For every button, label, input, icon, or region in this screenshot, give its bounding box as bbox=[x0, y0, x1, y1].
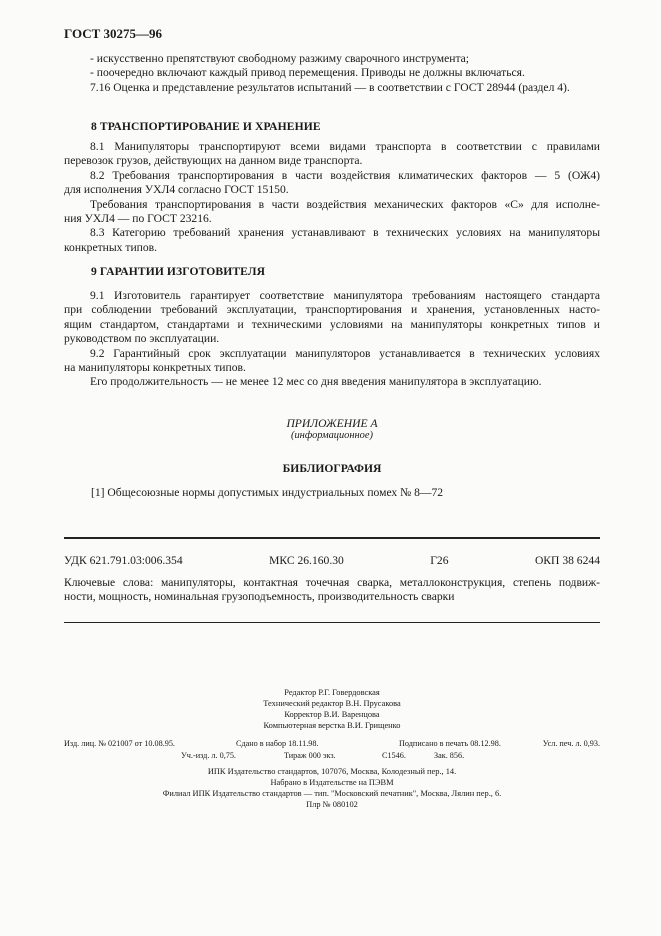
order-number: Зак. 856. bbox=[434, 751, 465, 760]
mks-code: МКС 26.160.30 bbox=[269, 554, 344, 567]
bullet-line: - поочередно включают каждый привод перемещения. Приводы не должны включаться. bbox=[90, 66, 525, 80]
publisher-line: Плр № 080102 bbox=[306, 800, 358, 809]
classification-row bbox=[64, 554, 600, 567]
editor-credit: Редактор Р.Г. Говердовская bbox=[284, 688, 380, 697]
section-9-heading: 9 ГАРАНТИИ ИЗГОТОВИТЕЛЯ bbox=[91, 265, 266, 278]
appendix-subtitle: (информационное) bbox=[291, 430, 373, 441]
divider bbox=[64, 622, 600, 623]
imprint-row-1 bbox=[64, 739, 600, 751]
clause-8-3-line: конкретных типов. bbox=[64, 240, 158, 254]
publisher-line: ИПК Издательство стандартов, 107076, Москва, Колодезный пер., 14. bbox=[207, 767, 457, 776]
keywords-line: ности, мощность, номинальная грузоподъемность, производительность сварки bbox=[64, 590, 455, 604]
clause-9-1-line: ящим стандартом, стандартами и техническими условиями на манипуляторы конкретных типов и bbox=[64, 317, 600, 331]
clause-8-3-line: 8.3 Категорию требований хранения устанавливают в технических условиях на манипуляторы bbox=[90, 226, 600, 240]
print-sheets: Усл. печ. л. 0,93. bbox=[542, 739, 600, 748]
clause-8-2-line: Требования транспортирования в части воздействия механических факторов «С» для исполне- bbox=[90, 197, 600, 211]
layout-credit: Компьютерная верстка В.И. Грищенко bbox=[263, 721, 401, 730]
imprint-credits bbox=[64, 687, 600, 731]
clause-9-2-line: Его продолжительность — не менее 12 мес со дня введения манипулятора в эксплуатацию. bbox=[90, 375, 542, 389]
section-9-body bbox=[64, 289, 600, 390]
udk-code: УДК 621.791.03:006.354 bbox=[64, 554, 183, 567]
publisher-line: Набрано в Издательстве на ПЭВМ bbox=[270, 778, 394, 787]
group-code: Г26 bbox=[430, 554, 449, 567]
clause-8-1-line: перевозок грузов, действующих на данном виде транспорта. bbox=[64, 154, 363, 168]
clause-8-2-line: для исполнения УХЛ4 согласно ГОСТ 15150. bbox=[64, 183, 289, 197]
keywords-block bbox=[64, 576, 600, 605]
license-info: Изд. лиц. № 021007 от 10.08.95. bbox=[64, 739, 175, 748]
publisher-sheets: Уч.-изд. л. 0,75. bbox=[181, 751, 236, 760]
clause-8-2-line: 8.2 Требования транспортирования в части воздействия климатических факторов — 5 (ОЖ4) bbox=[90, 168, 600, 182]
bibliography-item: [1] Общесоюзные нормы допустимых индустриальных помех № 8—72 bbox=[91, 486, 444, 499]
catalog-code: С1546. bbox=[382, 751, 406, 760]
publisher-info bbox=[64, 766, 600, 810]
print-signed-date: Подписано в печать 08.12.98. bbox=[399, 739, 501, 748]
bullet-line: - искусственно препятствуют свободному разжиму сварочного инструмента; bbox=[90, 52, 470, 65]
clause-7-16: 7.16 Оценка и представление результатов испытаний — в соответствии с ГОСТ 28944 (раздел 4). bbox=[90, 80, 570, 94]
tech-editor-credit: Технический редактор В.Н. Прусакова bbox=[263, 699, 401, 708]
clause-9-1-line: 9.1 Изготовитель гарантирует соответствие манипулятора требованиям настоящего стандарта bbox=[90, 289, 600, 302]
section-8-body bbox=[64, 140, 600, 255]
clause-9-2-line: 9.2 Гарантийный срок эксплуатации манипуляторов устанавливается в технических условиях bbox=[90, 346, 600, 360]
appendix-title: ПРИЛОЖЕНИЕ А bbox=[286, 417, 378, 430]
clause-8-1-line: 8.1 Манипуляторы транспортируют всеми видами транспорта в соответствии с правилами bbox=[90, 140, 600, 153]
keywords-line: Ключевые слова: манипуляторы, контактная точечная сварка, металлоконструкция, степень подвиж- bbox=[64, 576, 600, 589]
corrector-credit: Корректор В.И. Варенцова bbox=[284, 710, 380, 719]
print-run: Тираж 000 экз. bbox=[284, 751, 336, 760]
section-8-heading: 8 ТРАНСПОРТИРОВАНИЕ И ХРАНЕНИЕ bbox=[91, 120, 321, 133]
document-header: ГОСТ 30275—96 bbox=[64, 26, 163, 41]
okp-code: ОКП 38 6244 bbox=[534, 554, 600, 567]
intro-block bbox=[64, 52, 600, 95]
clause-9-1-line: руководством по эксплуатации. bbox=[64, 332, 220, 346]
clause-9-1-line: при соблюдении требований эксплуатации, транспортирования и хранения, установленных насто- bbox=[64, 303, 600, 317]
typeset-date: Сдано в набор 18.11.98. bbox=[236, 739, 319, 748]
clause-9-2-line: на манипуляторы конкретных типов. bbox=[64, 361, 246, 375]
clause-8-2-line: ния УХЛ4 — по ГОСТ 23216. bbox=[64, 212, 212, 226]
publisher-line: Филиал ИПК Издательство стандартов — тип. "Московский печатник", Москва, Лялин пер., 6. bbox=[162, 789, 502, 798]
divider bbox=[64, 537, 600, 539]
imprint-row-2 bbox=[64, 751, 600, 763]
bibliography-heading: БИБЛИОГРАФИЯ bbox=[282, 462, 382, 475]
